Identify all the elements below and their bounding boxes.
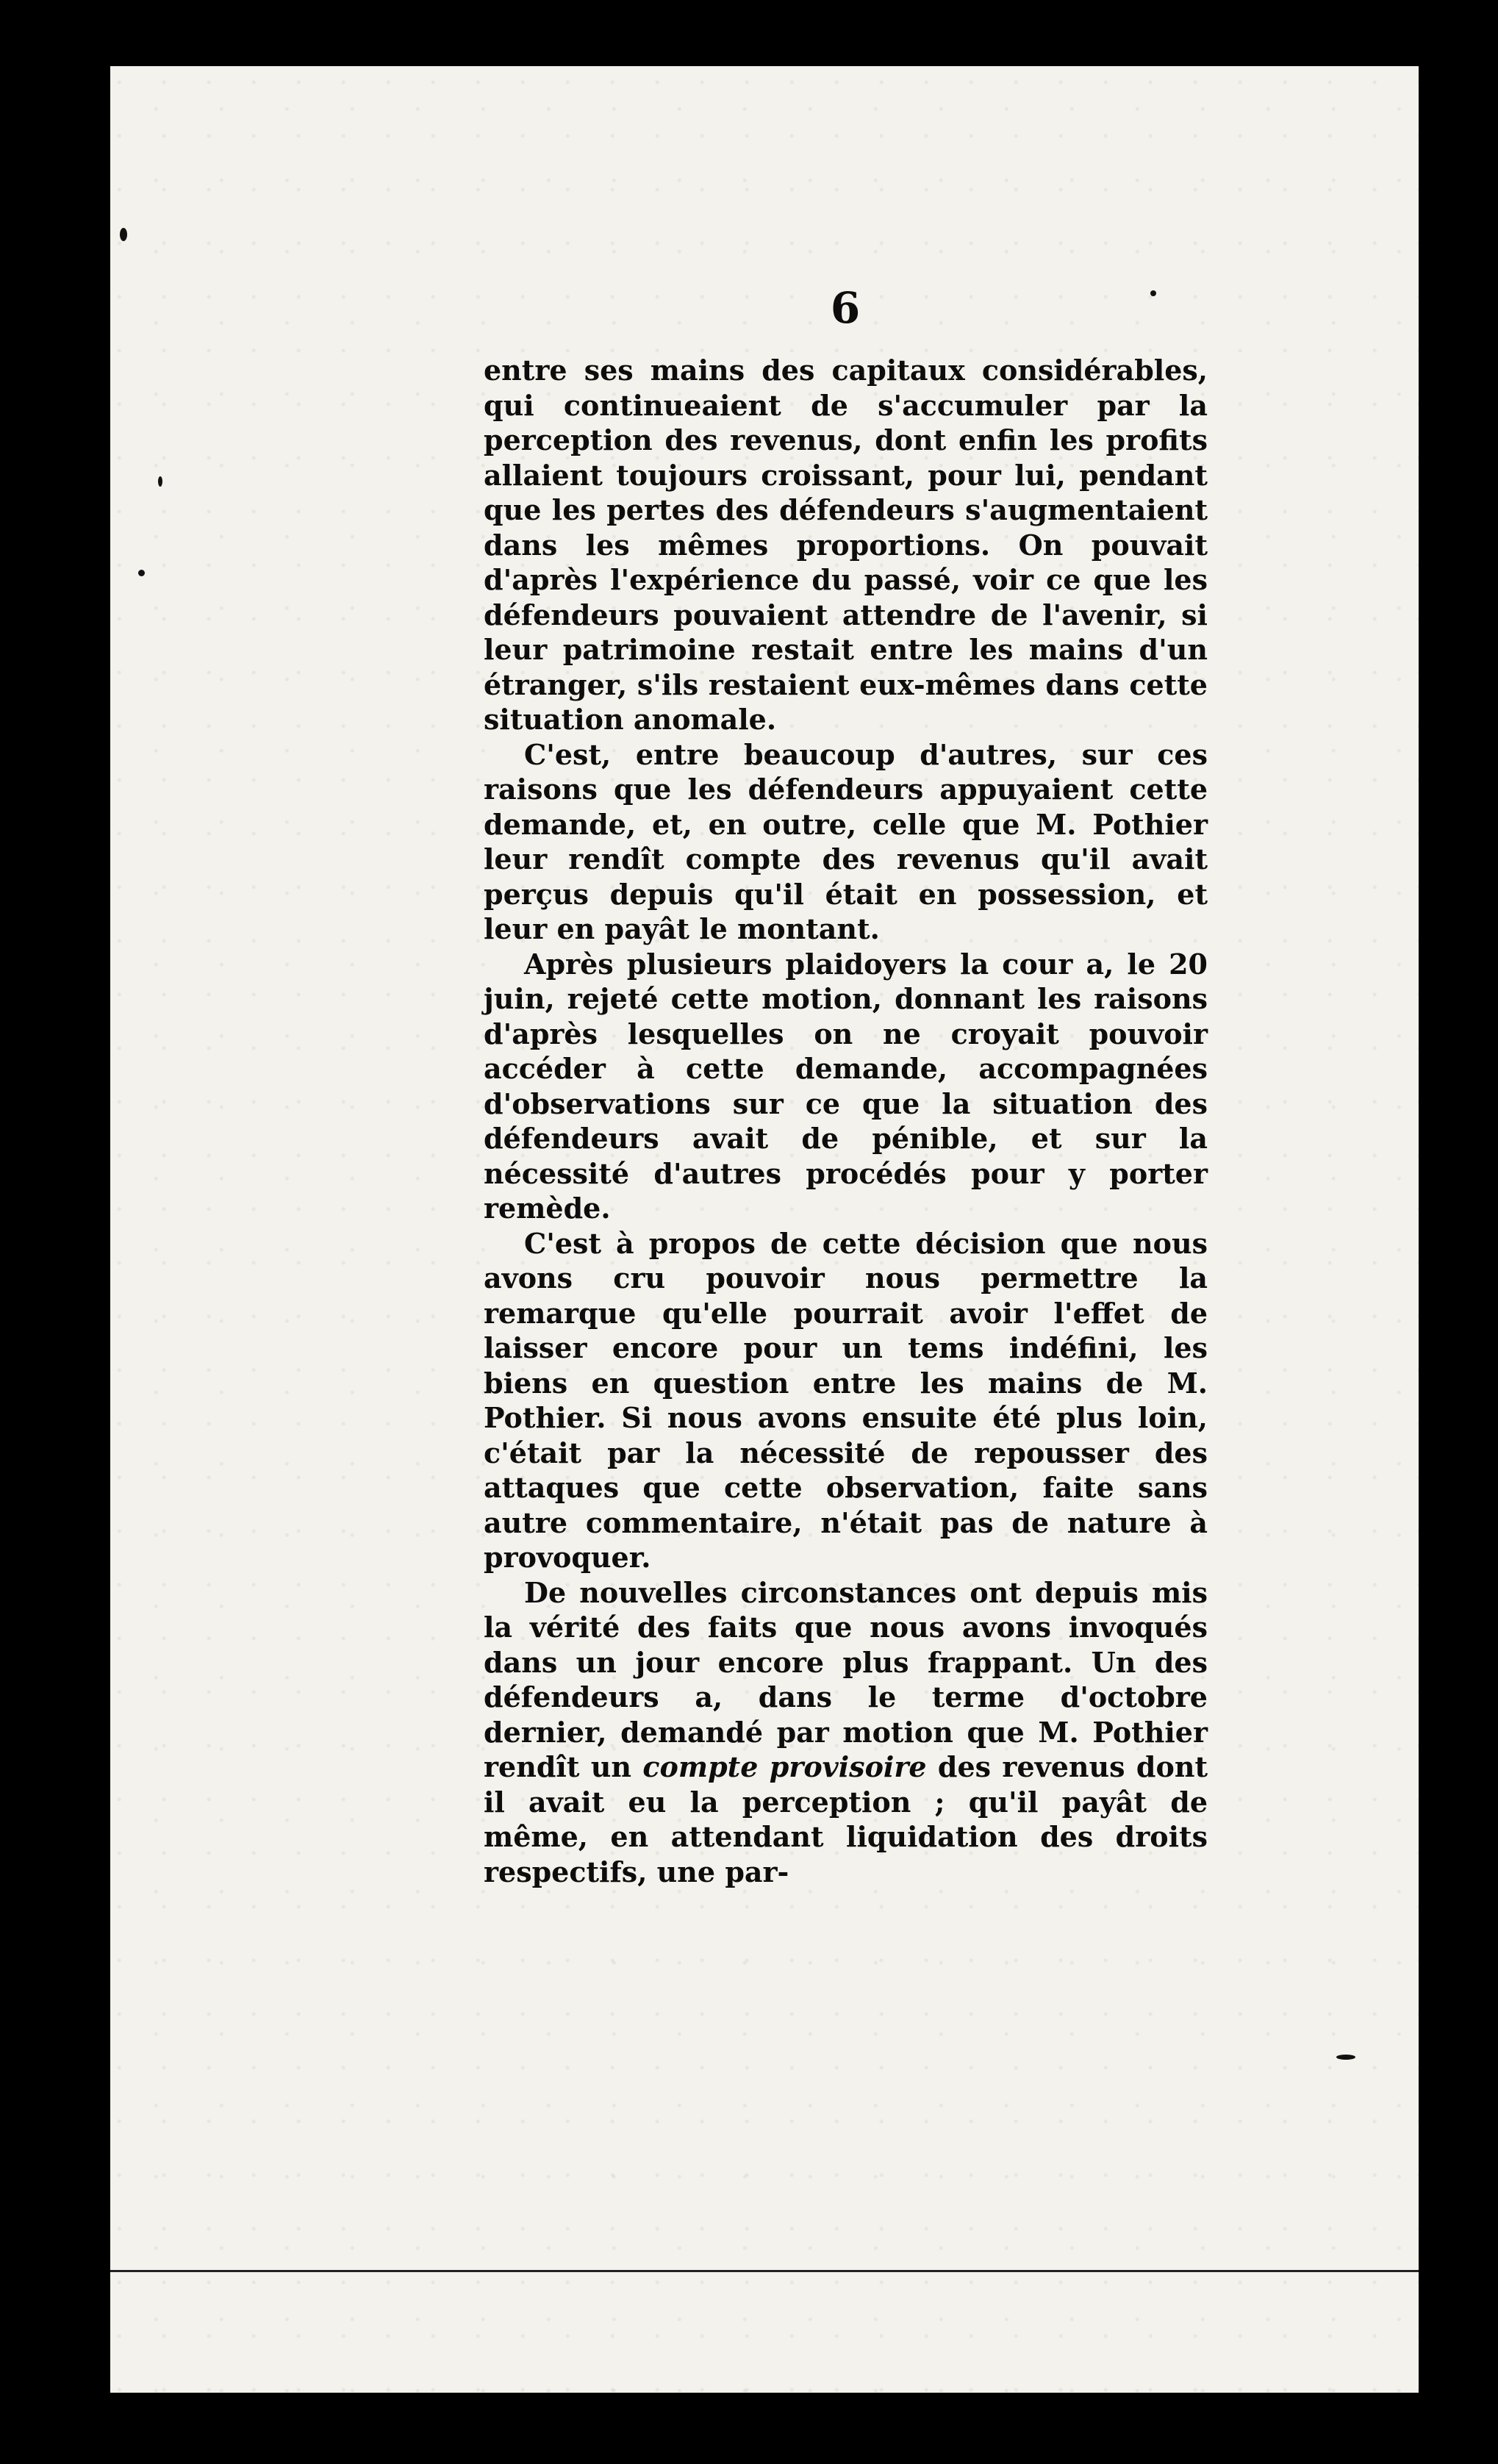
paragraph: entre ses mains des capitaux considérables, qui continueaient de s'accumuler par la perception des revenus, dont enfin les profits allaient toujours croissant, pour lui, pendant que les pertes des défendeurs s'augmentaient dans les mêmes proportions. On pouvait d'après l'expérience du passé, voir ce que les défendeurs pouvaient attendre de l'avenir, si leur patrimoine restait entre les mains d'un étranger, s'ils restaient eux-mêmes dans cette situation anomale.	[484, 354, 1208, 736]
body-text	[484, 353, 1208, 1889]
ink-speck	[1150, 290, 1156, 296]
page-number: 6	[830, 283, 861, 333]
paragraph	[484, 1575, 1208, 1890]
italic-phrase: compte provisoire	[642, 1750, 927, 1783]
ink-speck	[158, 476, 162, 487]
ink-speck	[138, 570, 145, 576]
paragraph-text: De nouvelles circonstances ont depuis mis la vérité des faits que nous avons invoqués dans un jour encore plus frappant. Un des défendeurs a, dans le terme d'octobre dernier, demandé par motion que M. Pothier rendît un	[484, 1575, 1208, 1783]
bottom-rule	[110, 2270, 1419, 2272]
paragraph: C'est, entre beaucoup d'autres, sur ces raisons que les défendeurs appuyaient cette demande, et, en outre, celle que M. Pothier leur rendît compte des revenus qu'il avait perçus depuis qu'il était en possession, et leur en payât le montant.	[484, 737, 1208, 945]
paragraph: C'est à propos de cette décision que nous avons cru pouvoir nous permettre la remarque qu'elle pourrait avoir l'effet de laisser encore pour un tems indéfini, les biens en question entre les mains de M. Pothier. Si nous avons ensuite été plus loin, c'était par la nécessité de repousser des attaques que cette observation, faite sans autre commentaire, n'était pas de nature à provoquer.	[484, 1226, 1208, 1574]
paragraph: Après plusieurs plaidoyers la cour a, le 20 juin, rejeté cette motion, donnant les raisons d'après lesquelles on ne croyait pouvoir accéder à cette demande, accompagnées d'observations sur ce que la situation des défendeurs avait de pénible, et sur la nécessité d'autres procédés pour y porter remède.	[484, 947, 1208, 1225]
paragraph-text: des revenus dont il avait eu la perception ; qu'il payât de même, en attendant liquidation des droits respectifs, une par-	[484, 1750, 1208, 1888]
ink-speck	[120, 228, 127, 241]
ink-speck	[1336, 2055, 1355, 2060]
